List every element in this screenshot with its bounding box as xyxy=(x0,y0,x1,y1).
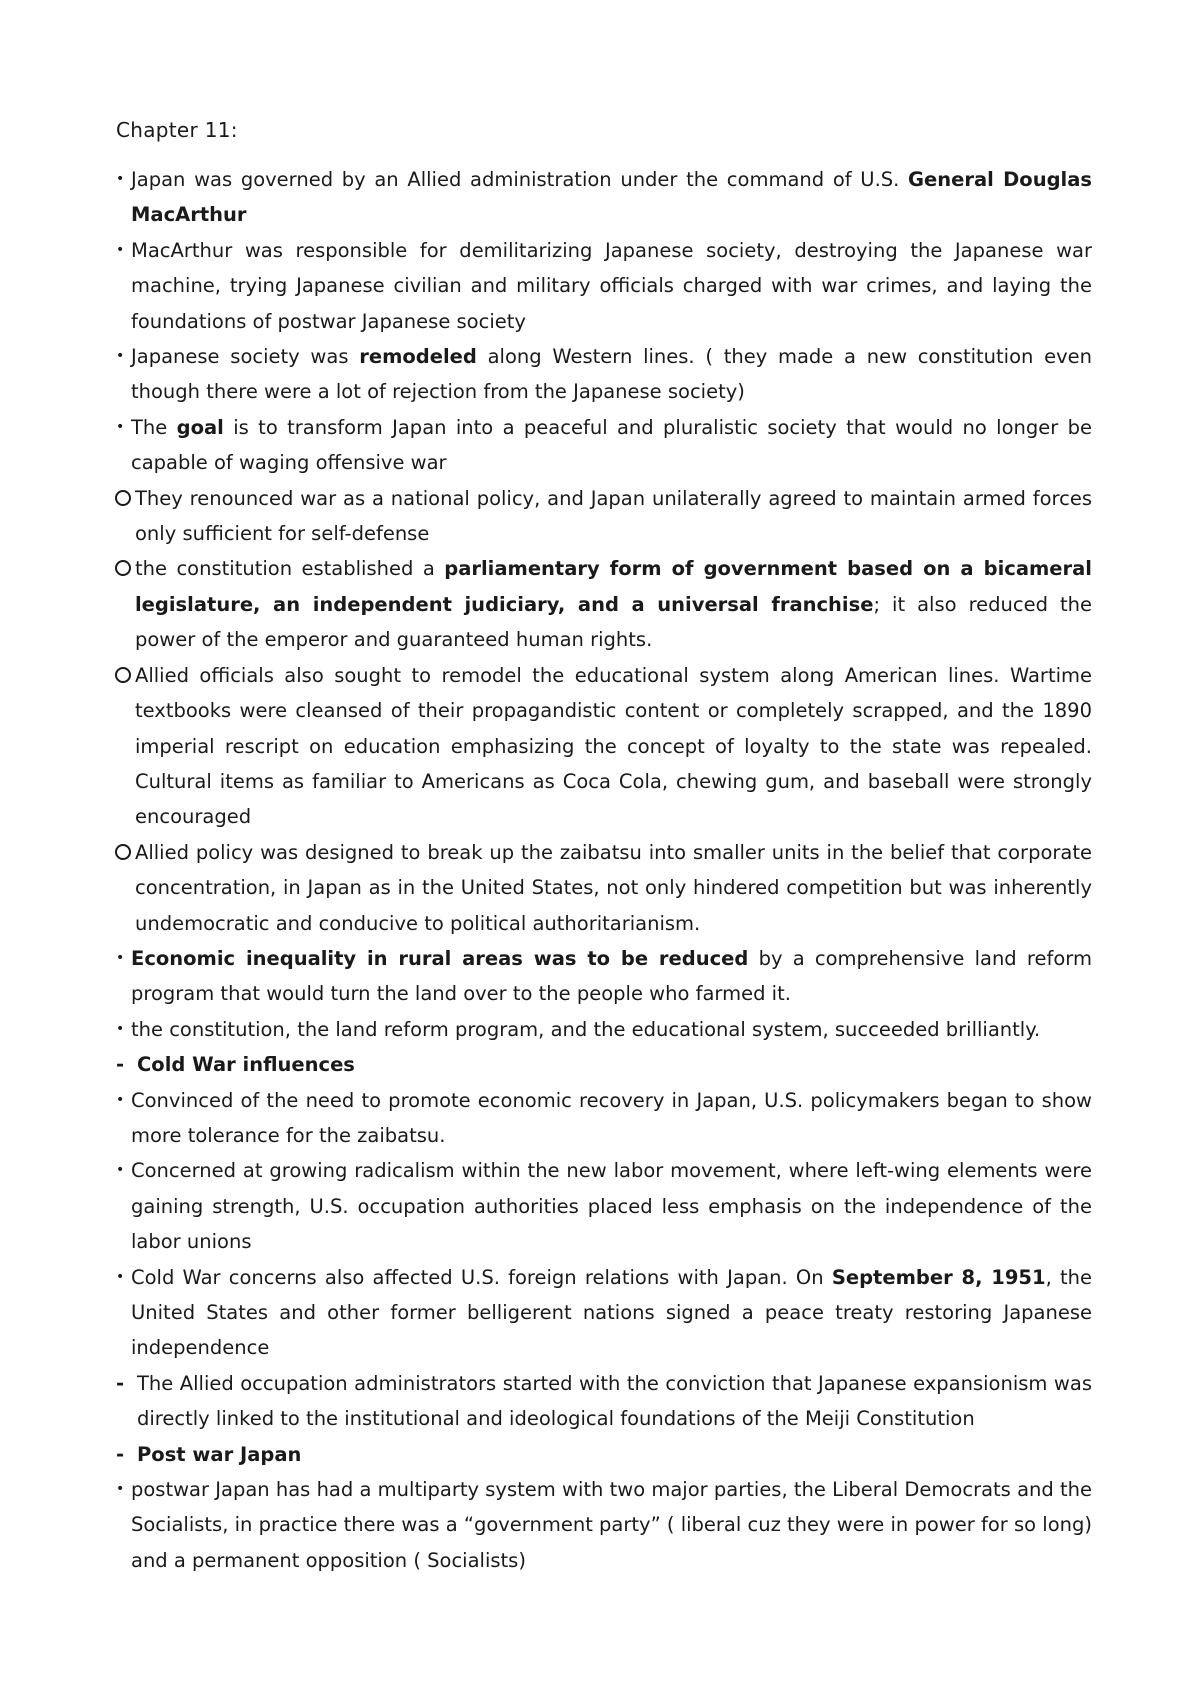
circle-bullet-icon xyxy=(115,490,131,506)
text-run: , the United States and other former belligerent nations signed a peace treaty restoring Japanese independence xyxy=(131,1265,1092,1360)
text-run: is to transform Japan into a peaceful and pluralistic society that would no longer be capable of waging offensive war xyxy=(131,415,1093,475)
chapter-title: Chapter 11: xyxy=(116,118,238,142)
text-run: Japan was governed by an Allied administration under the command of U.S. xyxy=(131,168,909,191)
text-run: Japanese society was xyxy=(131,345,360,369)
text-run: MacArthur was responsible for demilitarizing Japanese society, destroying the Japanese war machine, trying Japanese civilian and military officials charged with war crimes, and laying the foundations of postwar Japanese society xyxy=(131,238,1092,333)
text-run: along Western lines. ( they made a new constitution even though there were a lot of rejection from the Japanese society) xyxy=(131,345,1092,404)
text-run: The Allied occupation administrators started with the conviction that Japanese expansionism was directly linked to the institutional and ideological foundations of the Meiji Constitution xyxy=(137,1371,1092,1431)
text-run: The xyxy=(131,415,177,439)
bullet-icon: • xyxy=(116,1481,125,1498)
text-run: the constitution established a xyxy=(135,557,445,581)
list-item xyxy=(116,1437,1092,1472)
dash-marker: - xyxy=(116,1053,125,1077)
list-item xyxy=(116,1472,1092,1578)
text-run: by a comprehensive land reform program that would turn the land over to the people who farmed it. xyxy=(131,946,1092,1006)
bold-text: parliamentary form of government based on a bicameral legislature, an independent judiciary, and a universal franchise xyxy=(135,557,1092,616)
document-page xyxy=(116,112,1092,1578)
list-item xyxy=(116,1366,1092,1437)
text-run: ; it also reduced the power of the emperor and guaranteed human rights. xyxy=(135,592,1093,652)
text-run: They renounced war as a national policy, and Japan unilaterally agreed to maintain armed forces only sufficient for self-defense xyxy=(135,486,1092,546)
text-run: postwar Japan has had a multiparty system with two major parties, the Liberal Democrats and the Socialists, in practice there was a “government party” ( liberal cuz they were in power for so long) and a permanent opposition ( Socialists) xyxy=(131,1478,1092,1572)
bold-text: remodeled xyxy=(359,345,477,369)
list-item xyxy=(116,1153,1092,1259)
list-item xyxy=(116,410,1092,481)
bold-text: goal xyxy=(176,415,224,439)
notes-list xyxy=(116,162,1092,1578)
list-item xyxy=(116,1260,1092,1366)
bullet-icon: • xyxy=(116,1020,125,1037)
bullet-icon: • xyxy=(116,1268,125,1285)
bullet-icon: • xyxy=(116,348,125,365)
text-run: Allied policy was designed to break up the zaibatsu into smaller units in the belief that corporate concentration, in Japan as in the United States, not only hindered competition but was inherently undemocratic and conducive to political authoritarianism. xyxy=(135,840,1092,935)
text-run: Convinced of the need to promote economic recovery in Japan, U.S. policymakers began to show more tolerance for the zaibatsu. xyxy=(131,1088,1092,1147)
list-item xyxy=(116,1083,1092,1154)
list-item xyxy=(116,481,1092,552)
bullet-icon: • xyxy=(116,171,125,187)
list-item xyxy=(116,1047,1092,1082)
bold-text: Post war Japan xyxy=(137,1442,302,1466)
text-run: Allied officials also sought to remodel the educational system along American lines. Wartime textbooks were cleansed of their propagandistic content or completely scrapped, and the 1890 imperial rescript on education emphasizing the concept of loyalty to the state was repealed. Cultural items as familiar to Americans as Coca Cola, chewing gum, and baseball were strongly encouraged xyxy=(135,663,1092,829)
bullet-icon: • xyxy=(116,949,125,966)
list-item xyxy=(116,551,1092,657)
circle-bullet-icon xyxy=(115,667,131,683)
bullet-icon: • xyxy=(116,241,125,258)
bold-text: Cold War influences xyxy=(137,1053,355,1077)
circle-bullet-icon xyxy=(115,844,131,860)
list-item xyxy=(116,658,1092,835)
bold-text: September 8, 1951 xyxy=(831,1265,1046,1289)
list-item xyxy=(116,162,1092,233)
list-item xyxy=(116,233,1092,339)
list-item xyxy=(116,835,1092,941)
bold-text: General Douglas MacArthur xyxy=(131,168,1092,227)
bold-text: Economic inequality in rural areas was to be reduced xyxy=(131,946,749,970)
text-run: Cold War concerns also affected U.S. foreign relations with Japan. On xyxy=(131,1265,832,1289)
list-item xyxy=(116,339,1092,410)
circle-bullet-icon xyxy=(115,560,131,576)
text-run: Concerned at growing radicalism within the new labor movement, where left-wing elements were gaining strength, U.S. occupation authorities placed less emphasis on the independence of the labor unions xyxy=(131,1159,1092,1254)
text-run: the constitution, the land reform program, and the educational system, succeeded brilliantly. xyxy=(131,1017,1041,1041)
dash-marker: - xyxy=(116,1371,125,1395)
bullet-icon: • xyxy=(116,1091,125,1108)
bullet-icon: • xyxy=(116,1162,125,1179)
bullet-icon: • xyxy=(116,418,125,435)
list-item xyxy=(116,1012,1092,1047)
list-item xyxy=(116,941,1092,1012)
dash-marker: - xyxy=(116,1442,125,1466)
